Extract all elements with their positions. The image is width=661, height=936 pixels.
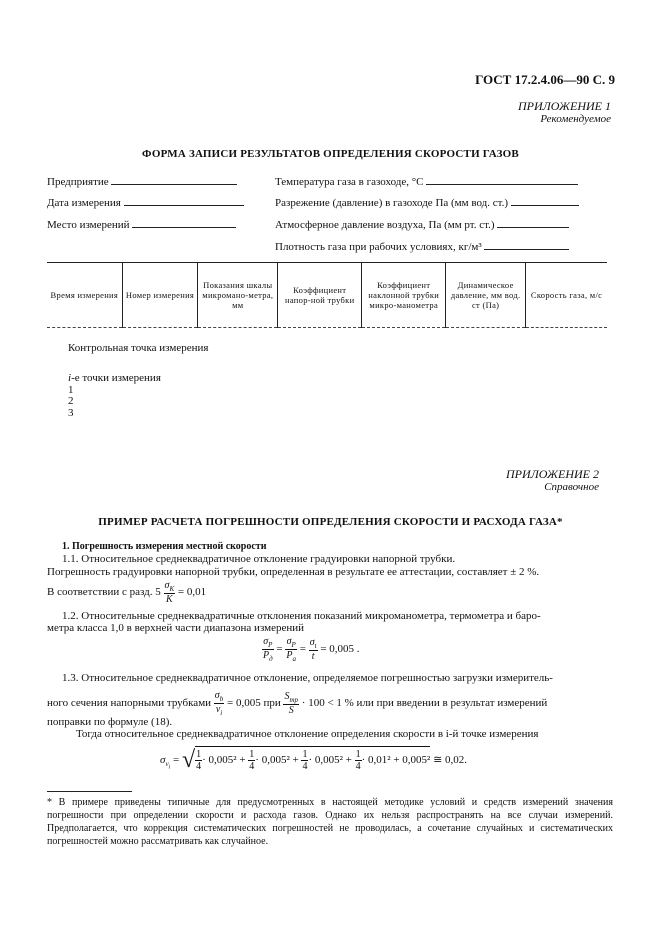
eq-4: $\sigma_{v_i}$ = √ $\frac{1}{4}$ · 0,005² + $\frac{1}{4}$ · 0,005² + $\frac{1}{4}$ · 0,005² + $\frac{1}{4}$ · 0,01² + 0,005² ≅ 0,02. [160, 747, 468, 773]
table-header-row [47, 263, 607, 328]
enterprise-field [47, 174, 237, 188]
vacuum-field [275, 195, 579, 209]
appendix-2-status: Справочное [544, 481, 599, 493]
eq-4-frac: $\frac{1}{4}$ [302, 749, 308, 772]
temperature-blank [426, 174, 578, 185]
page-header: ГОСТ 17.2.4.06—90 С. 9 [475, 72, 615, 87]
para-1-3b-start: ного сечения напорными трубками [47, 697, 212, 710]
temperature-field [275, 174, 578, 188]
enterprise-blank [111, 174, 237, 185]
eq-3-frac-2: $\frac{S_{тр}}{S}$ [284, 691, 299, 716]
footnote-rule [47, 791, 132, 792]
list-item: 3 [68, 406, 74, 419]
eq-2: $\frac{\sigma_P}{P_д}$ = $\frac{\sigma_P}{P_a}$ = $\frac{\sigma_t}{t}$ = 0,005 . [263, 636, 360, 663]
column-header: Время измерения [50, 290, 119, 300]
density-label: Плотность газа при рабочих условиях, кг/м³ [275, 241, 482, 253]
eq-4-frac: $\frac{1}{4}$ [355, 749, 361, 772]
eq-2-frac-2: $\frac{\sigma_P}{P_a}$ [286, 636, 296, 663]
date-label: Дата измерения [47, 197, 121, 209]
temperature-label: Температура газа в газоходе, °С [275, 176, 424, 188]
form-title: ФОРМА ЗАПИСИ РЕЗУЛЬТАТОВ ОПРЕДЕЛЕНИЯ СКОРОСТИ ГАЗОВ [142, 148, 519, 160]
column-header: Коэффициент напор-ной трубки [278, 263, 362, 328]
density-field [275, 239, 569, 253]
para-1-3c: поправки по формуле (18). [47, 716, 173, 728]
para-1-1b: Погрешность градуировки напорной трубки, определенная в результате ее аттестации, составляет ± 2 %. [47, 566, 540, 578]
atm-blank [497, 217, 569, 228]
place-field [47, 217, 236, 231]
vacuum-blank [511, 195, 579, 206]
eq-4-term: · 0,005² + [308, 754, 355, 767]
list-item: 2 [68, 395, 74, 407]
eq-4-result: ≅ 0,02. [433, 754, 468, 767]
atm-field [275, 217, 569, 231]
column-header: Скорость газа, м/с [526, 263, 607, 328]
para-1-2a: 1.2. Относительные среднеквадратичные отклонения показаний микроманометра, термометра и баро- [62, 610, 541, 622]
example-title: ПРИМЕР РАСЧЕТА ПОГРЕШНОСТИ ОПРЕДЕЛЕНИЯ СКОРОСТИ И РАСХОДА ГАЗА* [98, 516, 563, 528]
enterprise-label: Предприятие [47, 176, 109, 188]
atm-label: Атмосферное давление воздуха, Па (мм рт. ст.) [275, 219, 495, 231]
section-1-heading: 1. Погрешность измерения местной скорости [62, 541, 267, 552]
point-i: i [68, 372, 72, 384]
appendix-2-label [506, 468, 599, 494]
results-form-table [47, 262, 607, 328]
footnote: * В примере приведены типичные для предусмотренных в настоящей методике условий и средств измерений значения погрешности при определении скорости и расхода газов. Однако их нельзя распространять на все случаи измерений. Предполагается, что коррекция систематических погрешностей не проводилась, а сочетание случайных и систематических погрешностей можно рассматривать как случайное. [47, 797, 613, 847]
column-header: Коэффициент наклонной трубки микро-манометра [362, 263, 446, 328]
eq-4-last: · 0,01² + 0,005² [361, 754, 431, 767]
eq-1-fraction: $\frac{\sigma_K}{K}$ [164, 580, 175, 605]
para-1-3a: 1.3. Относительное среднеквадратичное отклонение, определяемое погрешностью загрузки измеритель- [62, 672, 553, 684]
para-1-3b-end: · 100 < 1 % или при введении в результат измерений [301, 697, 548, 710]
date-field [47, 195, 244, 209]
column-header: Показания шкалы микромано-метра, мм [198, 263, 278, 328]
list-item: 1 [68, 383, 74, 396]
column-header: Номер измерения [122, 263, 198, 328]
eq-4-term: · 0,005² + [202, 754, 249, 767]
density-blank [484, 239, 569, 250]
eq-4-term: · 0,005² + [255, 754, 302, 767]
para-1-2b: метра класса 1,0 в верхней части диапазона измерений [47, 622, 305, 634]
place-blank [132, 217, 236, 228]
eq-4-frac: $\frac{1}{4}$ [196, 749, 202, 772]
eq-1 [47, 580, 206, 605]
column-header: Динамическое давление, мм вод. ст (Па) [446, 263, 526, 328]
eq-4-frac: $\frac{1}{4}$ [249, 749, 255, 772]
para-1-1: 1.1. Относительное среднеквадратичное отклонение градуировки напорной трубки. [62, 553, 456, 565]
eq-1-value: = 0,01 [177, 586, 207, 599]
place-label: Место измерений [47, 219, 130, 231]
para-1-3b-mid: = 0,005 при [226, 697, 281, 710]
appendix-1-label [518, 100, 611, 126]
appendix-2-title: ПРИЛОЖЕНИЕ 2 [506, 467, 599, 481]
points-list [68, 373, 161, 419]
appendix-1-title: ПРИЛОЖЕНИЕ 1 [518, 99, 611, 113]
point-label: -е точки измерения [71, 372, 161, 384]
vacuum-label: Разрежение (давление) в газоходе Па (мм вод. ст.) [275, 197, 509, 209]
para-1-3b [47, 690, 547, 717]
control-point-label: Контрольная точка измерения [68, 342, 209, 354]
para-1-4: Тогда относительное среднеквадратичное отклонение определения скорости в i-й точке измерения [76, 728, 539, 740]
appendix-1-status: Рекомендуемое [540, 113, 611, 125]
eq-3-frac-1: $\frac{\sigma_b}{v_i}$ [214, 690, 224, 717]
eq-1-label: В соответствии с разд. 5 [47, 586, 161, 599]
eq-2-frac-3: $\frac{\sigma_t}{t}$ [309, 637, 317, 662]
eq-2-frac-1: $\frac{\sigma_P}{P_д}$ [263, 636, 273, 663]
eq-2-value: = 0,005 . [320, 643, 360, 656]
date-blank [124, 195, 244, 206]
